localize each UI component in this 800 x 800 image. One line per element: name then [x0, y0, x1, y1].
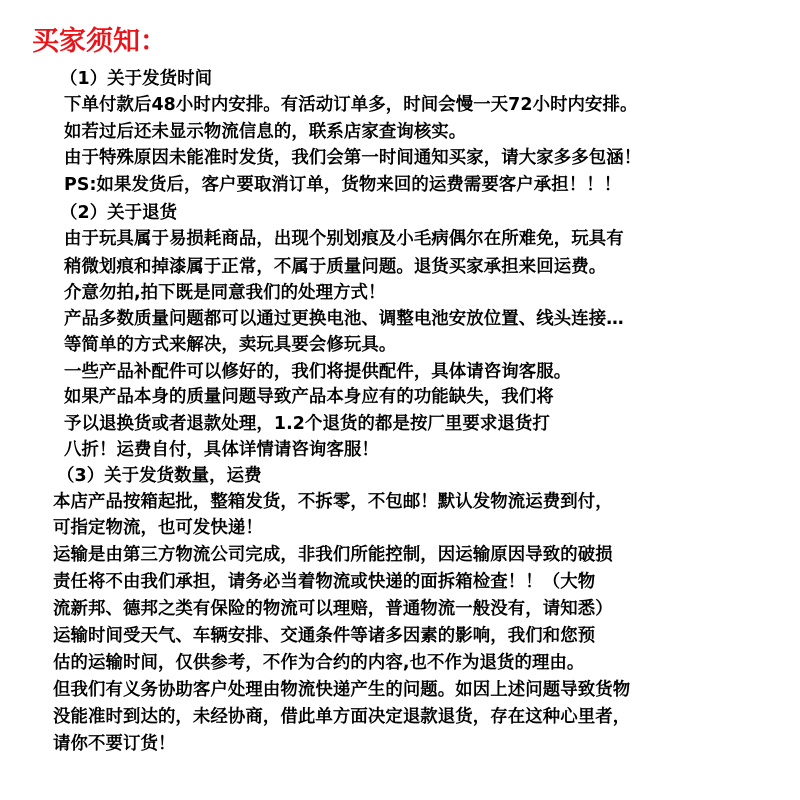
notice-line: 本店产品按箱起批，整箱发货，不拆零，不包邮！默认发物流运费到付，: [53, 492, 613, 512]
notice-line: 下单付款后48小时内安排。有活动订单多，时间会慢一天72小时内安排。: [64, 95, 638, 115]
notice-line: 如若过后还未显示物流信息的，联系店家查询核实。: [64, 122, 467, 142]
notice-line: 可指定物流，也可发快递！: [53, 518, 263, 538]
section-heading-returns: （2）关于退货: [60, 203, 178, 223]
notice-line: 产品多数质量问题都可以通过更换电池、调整电池安放位置、线头连接…: [64, 309, 624, 329]
section-heading-shipping-qty: （3）关于发货数量，运费: [57, 466, 262, 486]
notice-line: 八折！运费自付，具体详情请咨询客服！: [64, 440, 379, 460]
notice-line: 等简单的方式来解决，卖玩具要会修玩具。: [64, 335, 397, 355]
notice-line: 予以退换货或者退款处理，1.2个退货的都是按厂里要求退货打: [64, 414, 550, 434]
notice-line: 介意勿拍,拍下既是同意我们的处理方式！: [64, 283, 386, 303]
notice-line: 如果产品本身的质量问题导致产品本身应有的功能缺失，我们将: [64, 387, 554, 407]
notice-line: 请你不要订货！: [53, 734, 176, 754]
notice-line: 责任将不由我们承担，请务必当着物流或快递的面拆箱检查！！（大物: [53, 572, 596, 592]
notice-line: 由于玩具属于易损耗商品，出现个别划痕及小毛病偶尔在所难免，玩具有: [64, 229, 624, 249]
notice-line: 由于特殊原因未能准时发货，我们会第一时间通知买家，请大家多多包涵！: [64, 148, 642, 168]
page-title: 买家须知：: [32, 26, 167, 57]
notice-line: 一些产品补配件可以修好的，我们将提供配件，具体请咨询客服。: [64, 362, 572, 382]
notice-line: 稍微划痕和掉漆属于正常，不属于质量问题。退货买家承担来回运费。: [64, 257, 607, 277]
notice-line: PS:如果发货后，客户要取消订单，货物来回的运费需要客户承担！！！: [64, 175, 622, 195]
notice-line: 运输是由第三方物流公司完成，非我们所能控制，因运输原因导致的破损: [53, 545, 613, 565]
notice-line: 估的运输时间，仅供参考，不作为合约的内容,也不作为退货的理由。: [53, 653, 585, 673]
notice-line: 流新邦、德邦之类有保险的物流可以理赔，普通物流一般没有，请知悉）: [53, 599, 613, 619]
notice-line: 运输时间受天气、车辆安排、交通条件等诸多因素的影响，我们和您预: [53, 626, 596, 646]
notice-line: 没能准时到达的，未经协商，借此单方面决定退款退货，存在这种心里者，: [53, 707, 631, 727]
section-heading-shipping-time: （1）关于发货时间: [60, 69, 213, 89]
notice-line: 但我们有义务协助客户处理由物流快递产生的问题。如因上述问题导致货物: [53, 680, 631, 700]
